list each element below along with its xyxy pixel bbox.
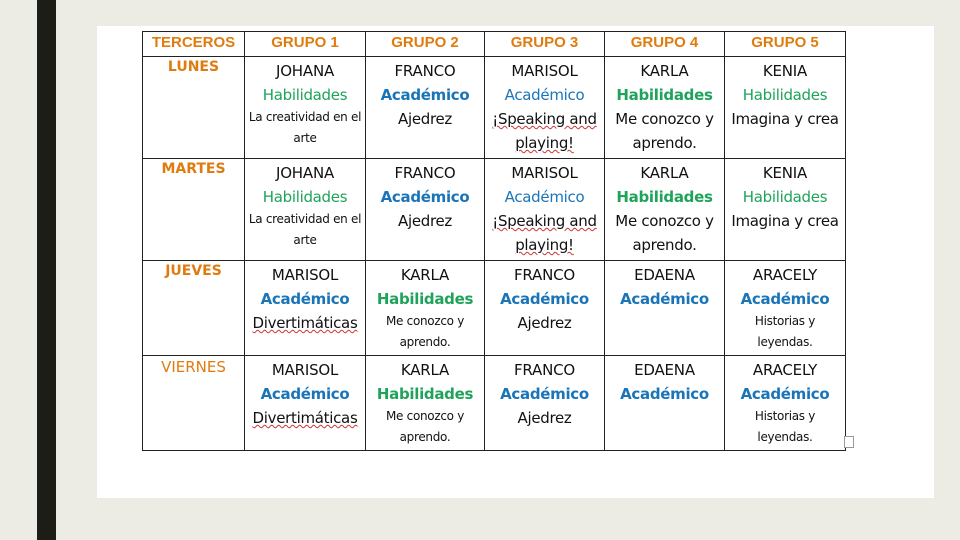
category-label: Académico (260, 385, 350, 403)
table-row (143, 159, 846, 261)
teacher-name: MARISOL (271, 266, 339, 284)
table-cell (485, 356, 605, 451)
activity-label: Me conozco y aprendo. (615, 212, 714, 254)
table-cell (485, 57, 605, 159)
header-grupo-2: GRUPO 2 (366, 32, 485, 57)
category-label: Académico (380, 188, 470, 206)
category-label: Académico (380, 86, 470, 104)
table-resize-handle[interactable] (844, 436, 854, 448)
teacher-name: MARISOL (511, 62, 578, 80)
teacher-name: JOHANA (275, 164, 335, 182)
activity-label: Imagina y crea (731, 110, 839, 128)
header-row (143, 32, 846, 57)
teacher-name: KENIA (762, 62, 808, 80)
category-label: Habilidades (376, 385, 474, 403)
table-cell (725, 261, 846, 356)
teacher-name: KARLA (640, 62, 689, 80)
table-cell (245, 356, 366, 451)
table-cell (605, 57, 725, 159)
category-label: Habilidades (742, 86, 828, 104)
header-grupo-5: GRUPO 5 (725, 32, 846, 57)
table-cell (245, 57, 366, 159)
table-cell (605, 159, 725, 261)
table-cell (366, 261, 485, 356)
table-cell (245, 261, 366, 356)
activity-label: Ajedrez (517, 314, 572, 332)
teacher-name: KENIA (762, 164, 808, 182)
teacher-name: FRANCO (394, 62, 456, 80)
day-label: LUNES (143, 57, 245, 159)
table-row (143, 261, 846, 356)
teacher-name: FRANCO (513, 266, 575, 284)
header-grupo-1: GRUPO 1 (245, 32, 366, 57)
day-label: MARTES (143, 159, 245, 261)
activity-label: Ajedrez (397, 110, 453, 128)
teacher-name: KARLA (640, 164, 689, 182)
table-cell (245, 159, 366, 261)
category-label: Académico (504, 188, 585, 206)
header-grupo-3: GRUPO 3 (485, 32, 605, 57)
activity-label: Ajedrez (397, 212, 453, 230)
category-label: Académico (500, 290, 589, 308)
table-cell (725, 159, 846, 261)
activity-label: Historias y leyendas. (754, 314, 816, 349)
category-label: Habilidades (616, 86, 713, 104)
activity-label: Divertimáticas (252, 409, 358, 427)
teacher-name: KARLA (400, 266, 450, 284)
category-label: Académico (740, 290, 830, 308)
category-label: Habilidades (262, 86, 348, 104)
table-cell (605, 356, 725, 451)
activity-label: Me conozco y aprendo. (386, 314, 464, 349)
table-cell (366, 356, 485, 451)
table-row (143, 356, 846, 451)
category-label: Habilidades (616, 188, 713, 206)
teacher-name: MARISOL (271, 361, 339, 379)
header-grupo-4: GRUPO 4 (605, 32, 725, 57)
teacher-name: FRANCO (394, 164, 456, 182)
category-label: Habilidades (262, 188, 348, 206)
teacher-name: ARACELY (752, 361, 818, 379)
activity-label: Imagina y crea (731, 212, 839, 230)
table-row (143, 57, 846, 159)
category-label: Habilidades (742, 188, 828, 206)
teacher-name: JOHANA (275, 62, 335, 80)
table-cell (485, 261, 605, 356)
teacher-name: EDAENA (634, 266, 695, 284)
schedule-table (142, 31, 846, 451)
table-cell (605, 261, 725, 356)
activity-label: Me conozco y aprendo. (615, 110, 714, 152)
teacher-name: FRANCO (513, 361, 575, 379)
table-cell (485, 159, 605, 261)
activity-label: Ajedrez (517, 409, 572, 427)
category-label: Académico (260, 290, 350, 308)
side-accent-bar (37, 0, 56, 540)
activity-label: La creatividad en el arte (248, 110, 362, 145)
category-label: Académico (620, 385, 709, 403)
activity-label: ¡Speaking and playing! (492, 110, 597, 152)
teacher-name: ARACELY (752, 266, 818, 284)
activity-label: La creatividad en el arte (248, 212, 362, 247)
category-label: Habilidades (376, 290, 474, 308)
teacher-name: MARISOL (511, 164, 578, 182)
activity-label: Historias y leyendas. (754, 409, 816, 444)
category-label: Académico (620, 290, 709, 308)
table-cell (366, 57, 485, 159)
table-cell (366, 159, 485, 261)
day-label: JUEVES (143, 261, 245, 356)
category-label: Académico (500, 385, 589, 403)
activity-label: ¡Speaking and playing! (492, 212, 597, 254)
activity-label: Divertimáticas (252, 314, 358, 332)
day-label: VIERNES (143, 356, 245, 451)
header-terceros: TERCEROS (143, 32, 245, 57)
table-cell (725, 356, 846, 451)
table-cell (725, 57, 846, 159)
teacher-name: KARLA (400, 361, 450, 379)
activity-label: Me conozco y aprendo. (386, 409, 464, 444)
teacher-name: EDAENA (634, 361, 695, 379)
category-label: Académico (504, 86, 585, 104)
category-label: Académico (740, 385, 830, 403)
